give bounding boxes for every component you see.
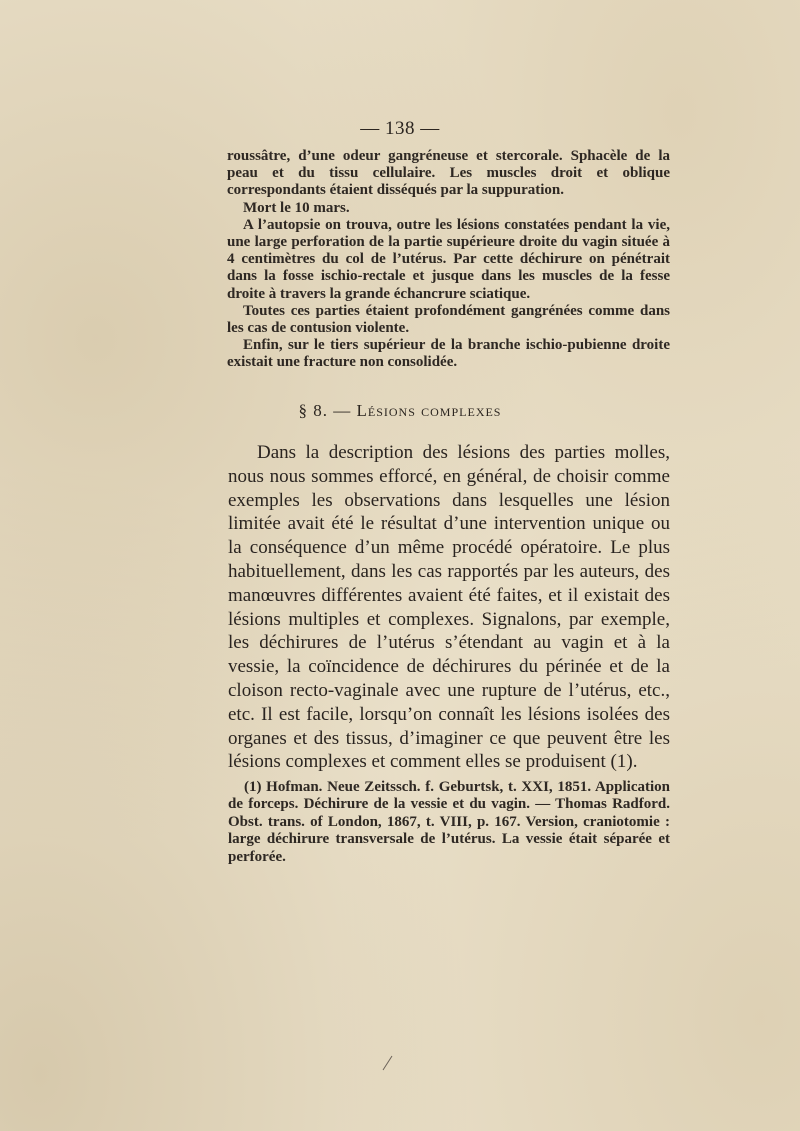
section-title: Lésions complexes bbox=[356, 401, 502, 420]
case-paragraph: A l’autopsie on trouva, outre les lésions constatées pendant la vie, une large perforation de la partie supérieure droite du vagin située à 4 centimètres du col de l’utérus. Par cette déchirure on pénétrait dans la fosse ischio-rectale et jusque dans les muscles de la fesse droite à travers la grande échancrure sciatique. bbox=[227, 216, 670, 302]
case-paragraph: Mort le 10 mars. bbox=[243, 199, 350, 216]
case-paragraph: roussâtre, d’une odeur gangréneuse et stercorale. Sphacèle de la peau et du tissu cellulaire. Les muscles droit et oblique correspondants étaient disséqués par la suppuration. bbox=[227, 148, 670, 199]
footnote-text: (1) Hofman. Neue Zeitssch. f. Geburtsk, t. XXI, 1851. Application de forceps. Déchirure de la vessie et du vagin. — Thomas Radford. Obst. trans. of London, 1867, t. VIII, p. 167. Version, craniotomie : large déchirure transversale de l’utérus. La vessie était séparée et perforée. bbox=[228, 779, 670, 865]
section-heading bbox=[0, 401, 800, 421]
page-number: — 138 — bbox=[360, 118, 440, 139]
body-paragraph: Dans la description des lésions des parties molles, nous nous sommes efforcé, en général, de choisir comme exemples les observations dans lesquelles une lésion limitée avait été le résultat d’une intervention unique ou la conséquence d’un même procédé opératoire. Le plus habituellement, dans les cas rapportés par les auteurs, des manœuvres différentes avaient été faites, et il existait des lésions multiples et complexes. Signalons, par exemple, les déchirures de l’utérus s’étendant au vagin et à la vessie, la coïncidence de déchirures du périnée et de la cloison recto-vaginale avec une rupture de l’utérus, etc., etc. Il est facile, lorsqu’on connaît les lésions isolées des organes et des tissus, d’imaginer ce que peuvent être les lésions complexes et comment elles se produisent (1). bbox=[228, 442, 670, 773]
case-paragraph: Toutes ces parties étaient profondément gangrénées comme dans les cas de contusion violente. bbox=[227, 302, 670, 337]
section-number: § 8. — bbox=[298, 401, 357, 420]
pencil-mark bbox=[380, 1054, 394, 1072]
case-report bbox=[227, 148, 670, 372]
case-paragraph: Enfin, sur le tiers supérieur de la branche ischio-pubienne droite existait une fracture non consolidée. bbox=[227, 337, 670, 371]
body-text bbox=[228, 441, 670, 774]
footnote bbox=[228, 779, 670, 866]
